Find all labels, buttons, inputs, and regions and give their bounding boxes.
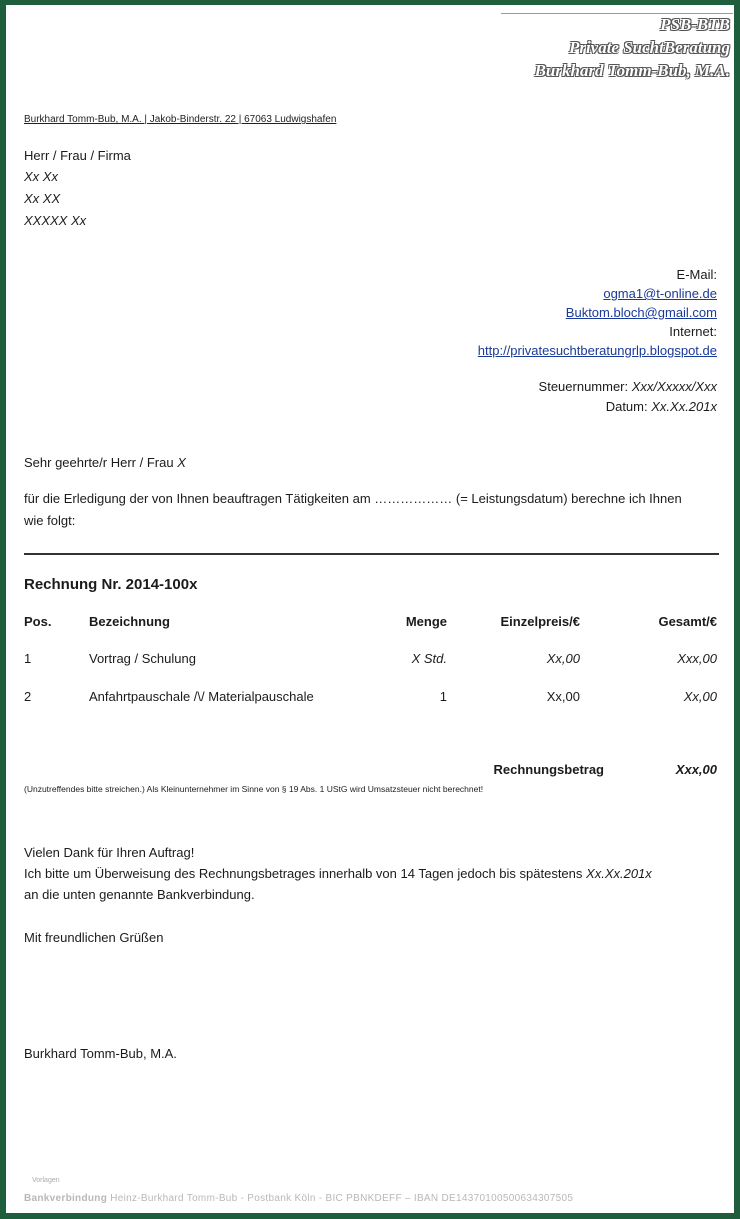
- row-total: Xxx,00: [677, 651, 717, 666]
- sender-address-line: Burkhard Tomm-Bub, M.A. | Jakob-Binderstr. 22 | 67063 Ludwigshafen: [24, 114, 337, 125]
- tax-number: [539, 379, 717, 394]
- recipient-salutation: Herr / Frau / Firma: [24, 148, 131, 163]
- payment-text: Ich bitte um Überweisung des Rechnungsbetrages innerhalb von 14 Tagen jedoch bis spätestens: [24, 866, 583, 881]
- bank-label: Bankverbindung: [24, 1193, 108, 1204]
- section-divider: [24, 553, 719, 555]
- invoice-sum-value: Xxx,00: [675, 762, 717, 777]
- signature-name: Burkhard Tomm-Bub, M.A.: [24, 1046, 177, 1061]
- thanks-line: Vielen Dank für Ihren Auftrag!: [24, 845, 195, 860]
- header-rule: [501, 13, 733, 14]
- date-value: Xx.Xx.201x: [651, 399, 717, 414]
- intro-line-2: wie folgt:: [24, 513, 76, 528]
- internet-label: Internet:: [669, 324, 717, 339]
- brand-line-3: Burkhard Tomm-Bub, M.A.: [534, 61, 730, 80]
- invoice-title: Rechnung Nr. 2014-100x: [24, 576, 198, 593]
- website-link[interactable]: http://privatesuchtberatungrlp.blogspot.de: [477, 343, 717, 358]
- col-header-description: Bezeichnung: [89, 614, 170, 629]
- greeting-name: X: [177, 455, 186, 470]
- row-total: Xx,00: [683, 689, 717, 704]
- row-pos: 1: [24, 651, 32, 666]
- col-header-total: Gesamt/€: [658, 614, 717, 629]
- col-header-unit-price: Einzelpreis/€: [500, 614, 580, 629]
- tax-number-label: Steuernummer:: [538, 379, 629, 394]
- intro-line-1: für die Erledigung der von Ihnen beauftragen Tätigkeiten am ……………… (= Leistungsdatum) berechne ich Ihnen: [24, 491, 682, 506]
- payment-date: Xx.Xx.201x: [586, 866, 652, 881]
- brand-line-2: Private SuchtBeratung: [568, 38, 730, 57]
- payment-line-1: [24, 866, 652, 881]
- bank-details: [24, 1193, 573, 1204]
- recipient-street: Xx XX: [24, 191, 61, 206]
- tax-number-value: Xxx/Xxxxx/Xxx: [631, 379, 717, 394]
- brand-line-1: PSB-BTB: [660, 15, 730, 34]
- payment-line-2: an die unten genannte Bankverbindung.: [24, 887, 255, 902]
- email-link-1[interactable]: ogma1@t-online.de: [603, 286, 717, 301]
- greeting: [24, 455, 186, 470]
- footer-small-label: Vorlagen: [32, 1177, 60, 1184]
- row-quantity: X Std.: [411, 651, 447, 666]
- greeting-text: Sehr geehrte/r Herr / Frau: [24, 455, 174, 470]
- col-header-quantity: Menge: [405, 614, 447, 629]
- row-pos: 2: [24, 689, 32, 704]
- row-description: Anfahrtpauschale /\/ Materialpauschale: [89, 689, 314, 704]
- bank-text: Heinz-Burkhard Tomm-Bub - Postbank Köln - BIC PBNKDEFF – IBAN DE14370100500634307505: [110, 1193, 574, 1204]
- invoice-date: [606, 399, 717, 414]
- email-label: E-Mail:: [676, 267, 717, 282]
- recipient-name: Xx Xx: [24, 169, 58, 184]
- tax-note: (Unzutreffendes bitte streichen.) Als Kleinunternehmer im Sinne von § 19 Abs. 1 UStG wird Umsatzsteuer nicht berechnet!: [24, 784, 484, 794]
- email-link-2[interactable]: Buktom.bloch@gmail.com: [565, 305, 717, 320]
- regards-line: Mit freundlichen Grüßen: [24, 930, 164, 945]
- row-description: Vortrag / Schulung: [89, 651, 196, 666]
- date-label: Datum:: [605, 399, 648, 414]
- row-unit-price: Xx,00: [546, 651, 580, 666]
- invoice-page: [6, 5, 734, 1213]
- row-quantity: 1: [439, 689, 447, 704]
- invoice-sum-label: Rechnungsbetrag: [493, 762, 604, 777]
- row-unit-price: Xx,00: [546, 689, 580, 704]
- recipient-city: XXXXX Xx: [24, 213, 87, 228]
- col-header-pos: Pos.: [24, 614, 52, 629]
